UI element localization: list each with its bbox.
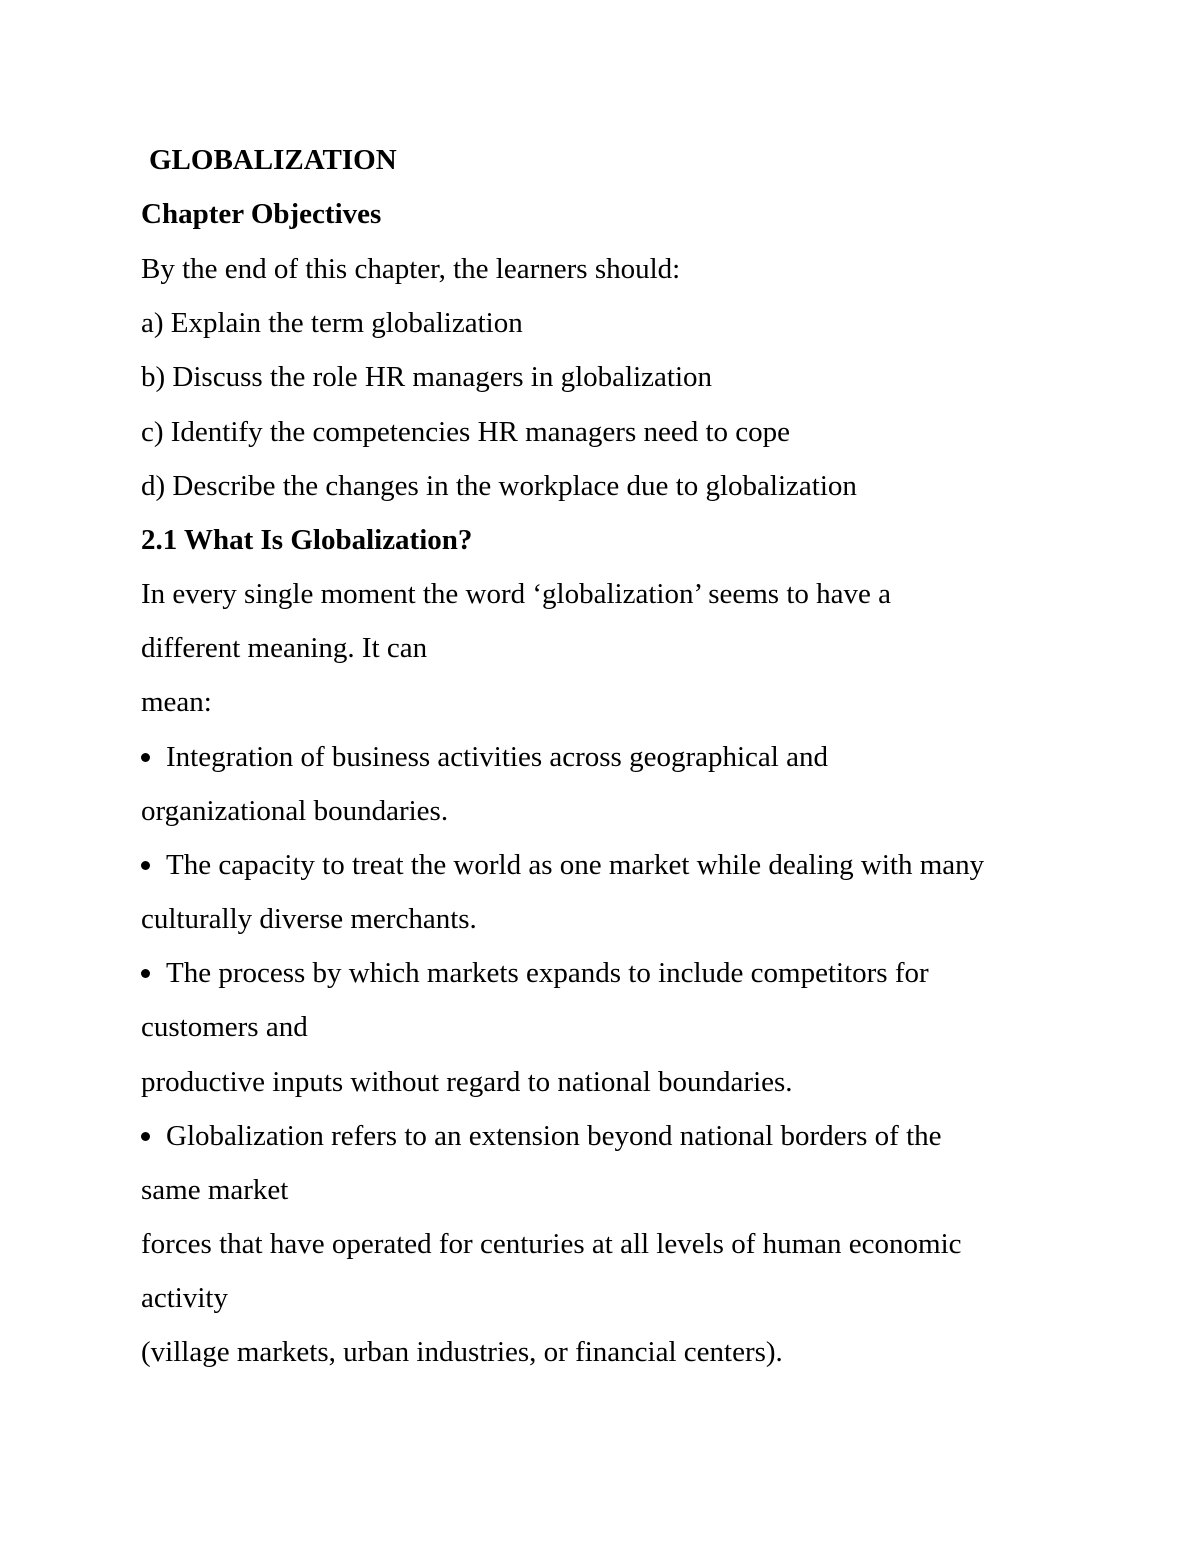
bullet-item [141, 1118, 942, 1154]
objective-item: c) Identify the competencies HR managers need to cope [141, 416, 791, 448]
bullet-item [141, 955, 929, 991]
bullet-text: The process by which markets expands to include competitors for [166, 957, 929, 989]
bullet-continuation: productive inputs without regard to national boundaries. [141, 1066, 793, 1098]
paragraph-line: mean: [141, 686, 212, 718]
bullet-continuation: (village markets, urban industries, or financial centers). [141, 1336, 783, 1368]
paragraph-line: different meaning. It can [141, 632, 428, 664]
bullet-continuation: same market [141, 1174, 289, 1206]
bullet-continuation: forces that have operated for centuries at all levels of human economic [141, 1228, 962, 1260]
bullet-icon [141, 753, 150, 762]
bullet-text: Globalization refers to an extension beyond national borders of the [166, 1120, 942, 1152]
bullet-icon [141, 1132, 150, 1141]
paragraph-line: In every single moment the word ‘globalization’ seems to have a [141, 578, 892, 610]
section-heading: 2.1 What Is Globalization? [141, 524, 473, 556]
bullet-continuation: organizational boundaries. [141, 795, 449, 827]
objectives-intro: By the end of this chapter, the learners should: [141, 253, 681, 285]
document-title: GLOBALIZATION [149, 144, 397, 176]
objective-item: b) Discuss the role HR managers in globalization [141, 361, 713, 393]
bullet-continuation: activity [141, 1282, 228, 1314]
bullet-icon [141, 969, 150, 978]
bullet-text: The capacity to treat the world as one market while dealing with many [166, 849, 985, 881]
bullet-text: Integration of business activities across geographical and [166, 741, 828, 773]
bullet-continuation: culturally diverse merchants. [141, 903, 477, 935]
bullet-item [141, 847, 984, 883]
bullet-icon [141, 861, 150, 870]
bullet-item [141, 739, 828, 775]
objectives-heading: Chapter Objectives [141, 198, 382, 230]
objective-item: d) Describe the changes in the workplace due to globalization [141, 470, 857, 502]
objective-item: a) Explain the term globalization [141, 307, 523, 339]
bullet-continuation: customers and [141, 1011, 308, 1043]
